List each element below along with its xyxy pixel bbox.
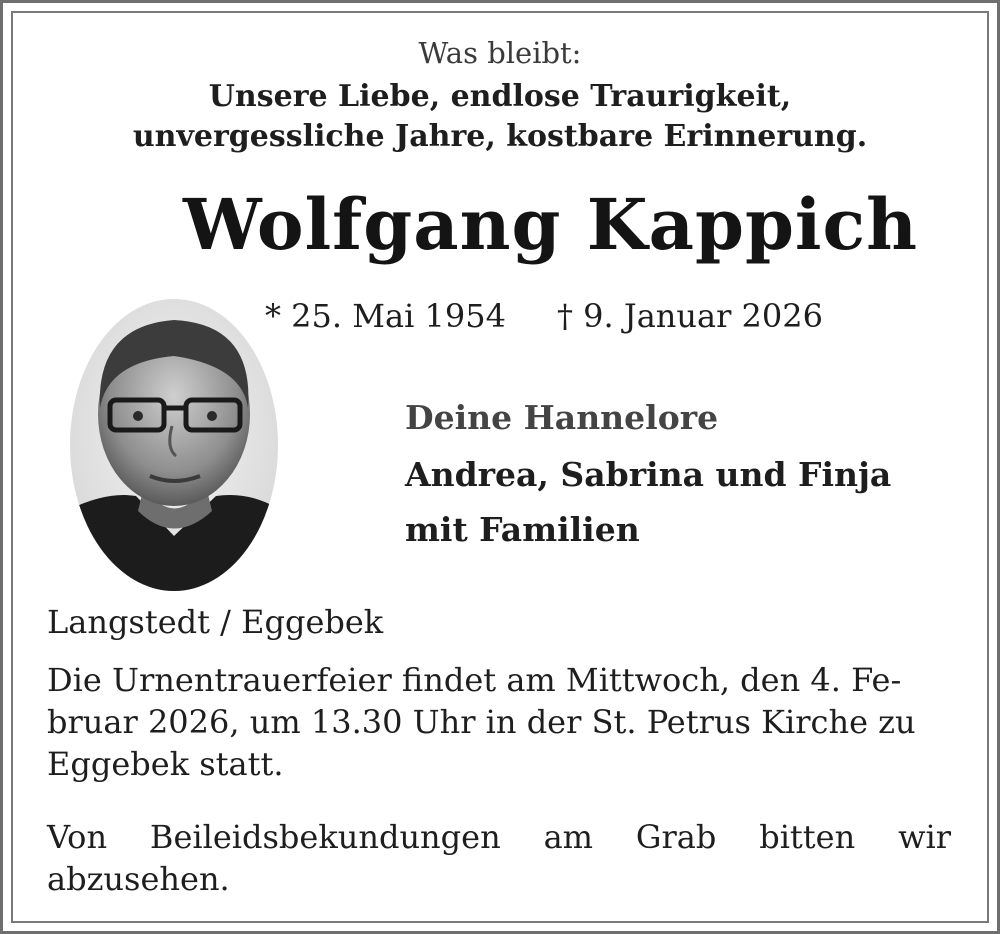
mourner-line-3: mit Familien bbox=[405, 510, 640, 549]
intro-text: Was bleibt: bbox=[418, 36, 582, 70]
deceased-name: Wolfgang Kappich bbox=[183, 183, 919, 266]
verse-line-2: unvergessliche Jahre, kostbare Erinnerung. bbox=[132, 119, 868, 154]
mourner-line-2: Andrea, Sabrina und Finja bbox=[405, 455, 892, 494]
verse-line-1: Unsere Liebe, endlose Traurigkeit, bbox=[208, 79, 792, 114]
birth-date: * 25. Mai 1954 bbox=[265, 297, 506, 335]
condolence-line-2: abzusehen. bbox=[47, 860, 230, 898]
funeral-paragraph bbox=[47, 659, 951, 785]
funeral-line-3: Eggebek statt. bbox=[47, 745, 284, 783]
death-date: † 9. Januar 2026 bbox=[557, 297, 823, 335]
funeral-line-1: Die Urnentrauerfeier findet am Mittwoch, den 4. Fe- bbox=[47, 661, 902, 699]
place-text: Langstedt / Eggebek bbox=[47, 603, 384, 641]
mourner-line-1: Deine Hannelore bbox=[405, 398, 719, 437]
portrait-photo bbox=[66, 296, 282, 594]
condolence-line-1: Von Beileidsbekundungen am Grab bitten wir bbox=[47, 818, 951, 856]
funeral-line-2: bruar 2026, um 13.30 Uhr in der St. Petrus Kirche zu bbox=[47, 703, 916, 741]
condolence-paragraph bbox=[47, 816, 951, 900]
